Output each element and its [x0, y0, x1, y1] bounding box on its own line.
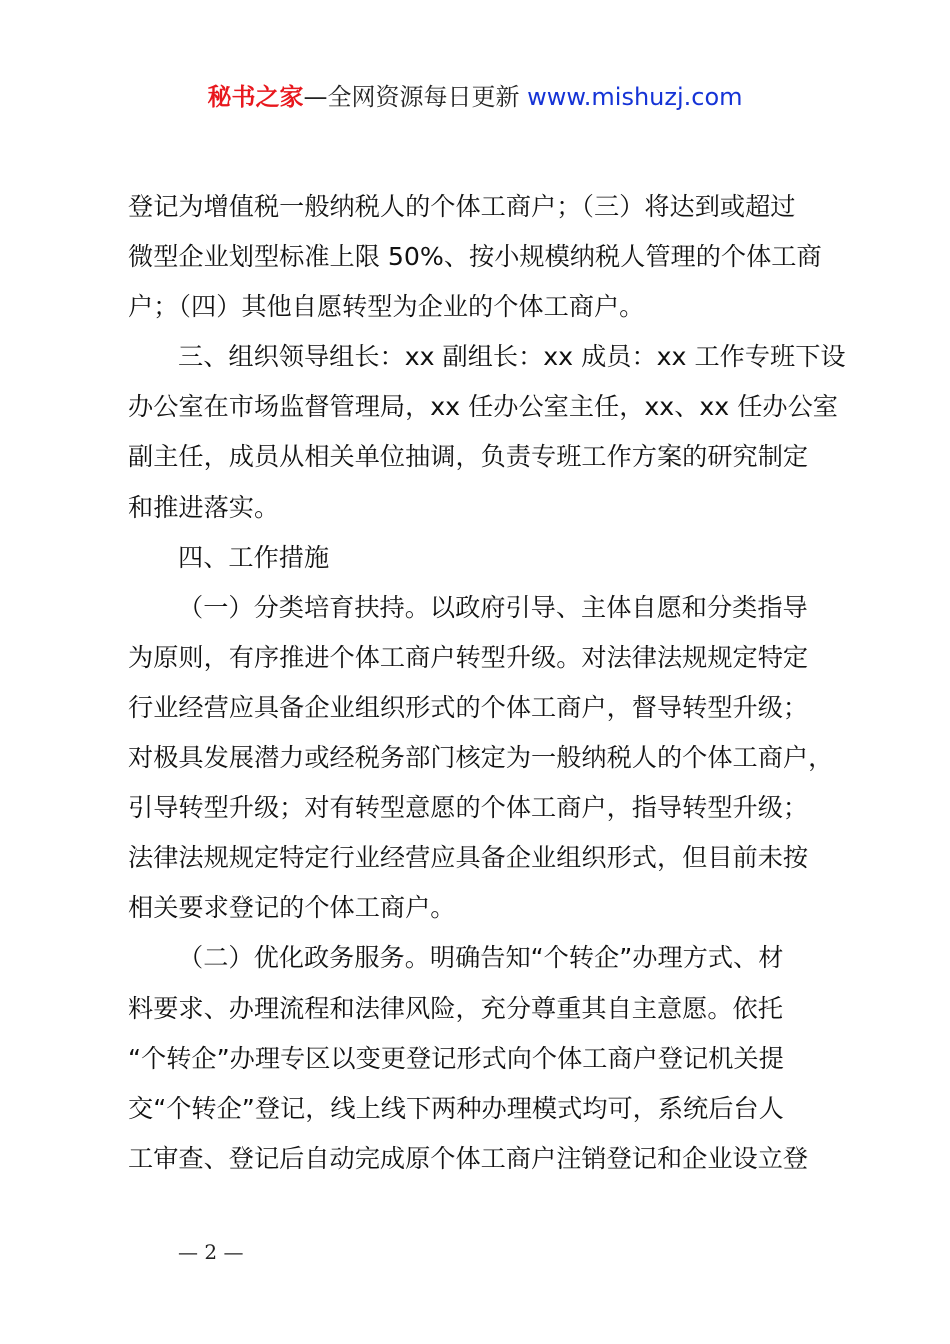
header-tagline: —全网资源每日更新: [303, 83, 520, 111]
document-body: [128, 182, 848, 1184]
text-line: 相关要求登记的个体工商户。: [128, 893, 456, 923]
text-line: 交“个转企”登记，线上线下两种办理模式均可，系统后台人: [128, 1093, 784, 1123]
text-line: 对极具发展潜力或经税务部门核定为一般纳税人的个体工商户，: [128, 743, 834, 773]
text-line: （二）优化政务服务。明确告知“个转企”办理方式、材: [178, 943, 784, 973]
text-line: 法律法规规定特定行业经营应具备企业组织形式，但目前未按: [128, 843, 809, 873]
text-line: “个转企”办理专区以变更登记形式向个体工商户登记机关提: [128, 1043, 784, 1073]
text-line: （一）分类培育扶持。以政府引导、主体自愿和分类指导: [178, 592, 808, 622]
text-line: 引导转型升级；对有转型意愿的个体工商户，指导转型升级；: [128, 793, 809, 823]
text-line: 微型企业划型标准上限 50%、按小规模纳税人管理的个体工商: [128, 242, 822, 272]
section-heading: 四、工作措施: [178, 542, 330, 572]
page-header: [0, 80, 950, 114]
text-line: 为原则，有序推进个体工商户转型升级。对法律法规规定特定: [128, 642, 809, 672]
text-line: 和推进落实。: [128, 492, 280, 522]
text-line: 三、组织领导组长：xx 副组长：xx 成员：xx 工作专班下设: [178, 342, 846, 372]
text-line: 副主任，成员从相关单位抽调，负责专班工作方案的研究制定: [128, 442, 809, 472]
text-line: 料要求、办理流程和法律风险，充分尊重其自主意愿。依托: [128, 993, 783, 1023]
site-url: www.mishuzj.com: [527, 83, 743, 111]
text-line: 行业经营应具备企业组织形式的个体工商户，督导转型升级；: [128, 692, 809, 722]
brand-name: 秘书之家: [207, 83, 304, 111]
text-line: 户；（四）其他自愿转型为企业的个体工商户。: [128, 292, 645, 322]
text-line: 办公室在市场监督管理局，xx 任办公室主任，xx、xx 任办公室: [128, 392, 838, 422]
text-line: 登记为增值税一般纳税人的个体工商户；（三）将达到或超过: [128, 192, 796, 221]
text-line: 工审查、登记后自动完成原个体工商户注销登记和企业设立登: [128, 1143, 809, 1173]
page-number: — 2 —: [178, 1240, 244, 1264]
